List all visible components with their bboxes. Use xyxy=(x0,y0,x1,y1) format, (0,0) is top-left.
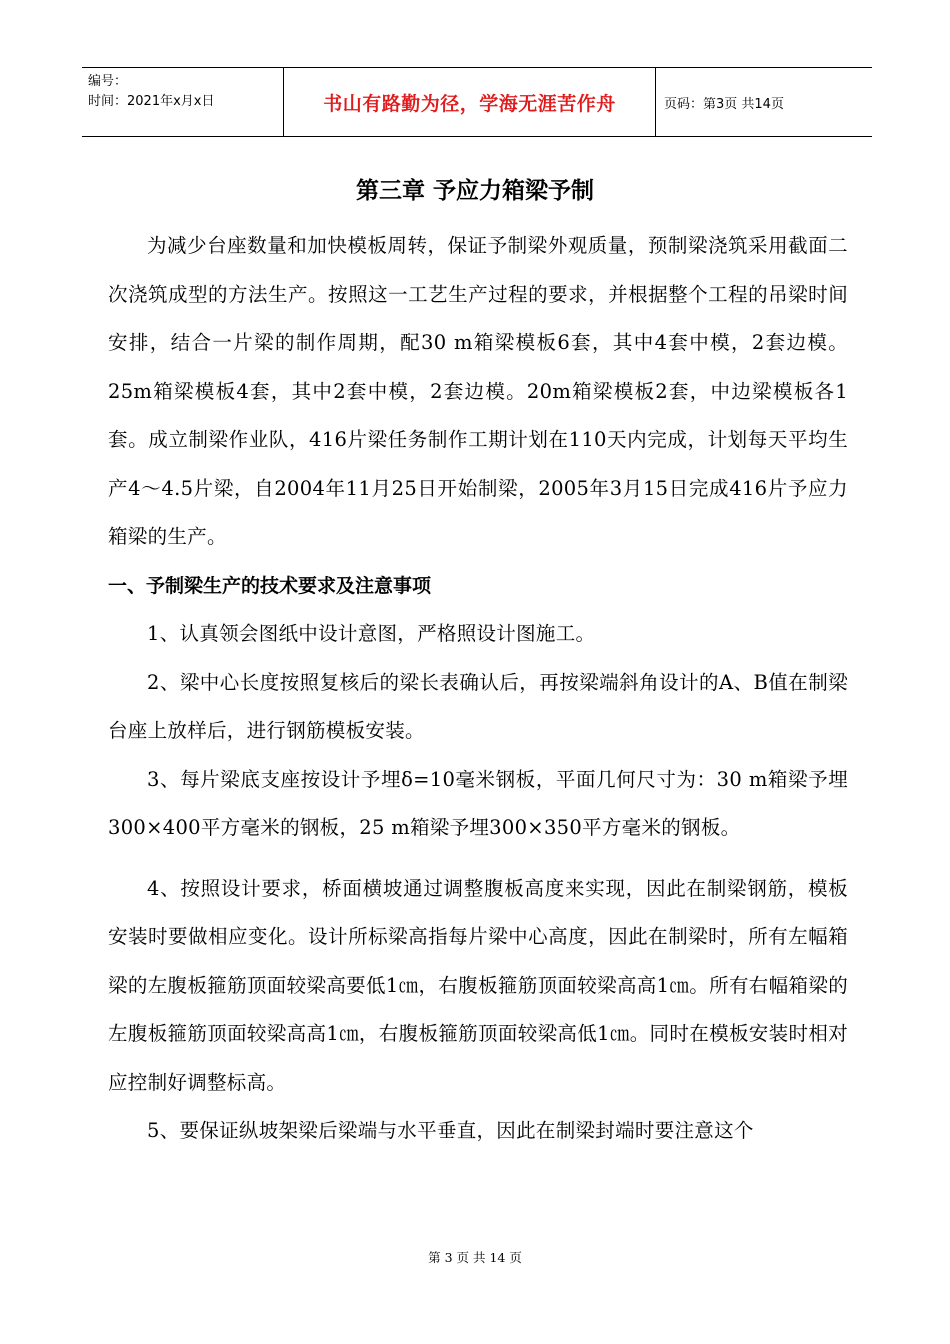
header-meta-cell xyxy=(82,68,283,136)
header-motto: 书山有路勤为径，学海无涯苦作舟 xyxy=(323,92,616,115)
list-item: 3、每片梁底支座按设计予埋δ=10毫米钢板，平面几何尺寸为：30 m箱梁予埋300×400平方毫米的钢板，25 m箱梁予埋300×350平方毫米的钢板。 xyxy=(108,767,848,839)
header-page-cell xyxy=(656,68,872,136)
chapter-title: 第三章 予应力箱梁予制 xyxy=(355,178,594,204)
document-time-label: 时间：2021年x月x日 xyxy=(88,94,215,109)
list-item: 2、梁中心长度按照复核后的梁长表确认后，再按梁端斜角设计的A、B值在制梁台座上放样后，进行钢筋模板安装。 xyxy=(108,670,848,742)
list-item: 5、要保证纵坡架梁后梁端与水平垂直，因此在制梁封端时要注意这个 xyxy=(147,1119,754,1142)
header-table xyxy=(82,67,872,137)
list-item: 4、按照设计要求，桥面横坡通过调整腹板高度来实现，因此在制梁钢筋，模板安装时要做相应变化。设计所标梁高指每片梁中心高度，因此在制梁时，所有左幅箱梁的左腹板箍筋顶面较梁高要低1㎝，右腹板箍筋顶面较梁高高1㎝。所有右幅箱梁的左腹板箍筋顶面较梁高高1㎝，右腹板箍筋顶面较梁高低1㎝。同时在模板安装时相对应控制好调整标高。 xyxy=(108,876,848,1094)
list-item: 1、认真领会图纸中设计意图，严格照设计图施工。 xyxy=(147,622,596,645)
page-footer: 第 3 页 共 14 页 xyxy=(428,1250,522,1265)
document-number-label: 编号： xyxy=(88,74,128,89)
header-page-code: 页码：第3页 共14页 xyxy=(664,96,784,112)
section-title: 一、予制梁生产的技术要求及注意事项 xyxy=(108,574,432,597)
paragraph-gap xyxy=(108,853,848,865)
document-body xyxy=(108,222,848,1156)
header-motto-cell xyxy=(283,68,656,136)
intro-paragraph: 为减少台座数量和加快模板周转，保证予制梁外观质量，预制梁浇筑采用截面二次浇筑成型的方法生产。按照这一工艺生产过程的要求，并根据整个工程的吊梁时间安排，结合一片梁的制作周期，配30 m箱梁模板6套，其中4套中模，2套边模。25m箱梁模板4套，其中2套中模，2套边模。20m箱梁模板2套，中边梁模板各1套。成立制梁作业队，416片梁任务制作工期计划在110天内完成，计划每天平均生产4～4.5片梁，自2004年11月25日开始制梁，2005年3月15日完成416片予应力箱梁的生产。 xyxy=(108,234,848,548)
